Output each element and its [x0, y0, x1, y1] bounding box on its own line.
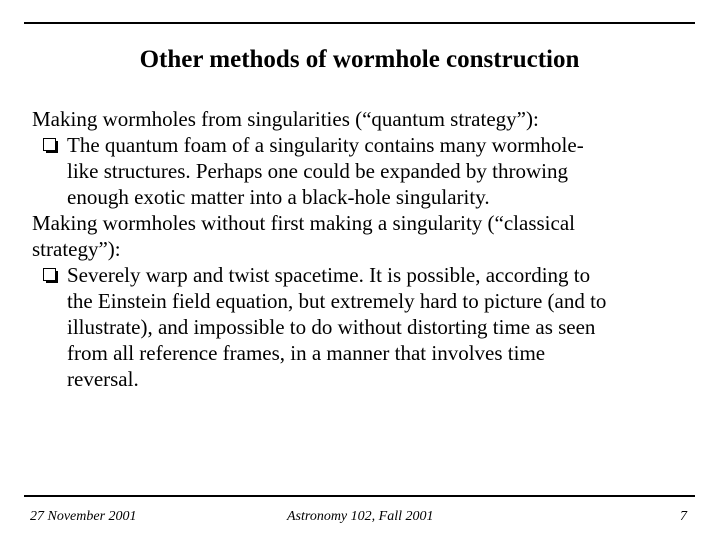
footer-date: 27 November 2001	[30, 509, 137, 524]
slide-body	[32, 106, 692, 392]
section2-bullet	[32, 262, 692, 392]
slide-title: Other methods of wormhole construction	[139, 46, 580, 73]
bullet-text-line: The quantum foam of a singularity contains many wormhole-	[67, 133, 584, 157]
bullet-text-line: the Einstein field equation, but extremely hard to picture (and to	[67, 289, 607, 313]
checkbox-bullet-icon	[43, 268, 56, 281]
section1-heading: Making wormholes from singularities (“quantum strategy”):	[32, 107, 539, 131]
bullet-text-line: enough exotic matter into a black-hole singularity.	[67, 185, 490, 209]
bottom-divider	[24, 495, 695, 497]
section2-heading-line: Making wormholes without first making a singularity (“classical	[32, 211, 575, 235]
bullet-text-line: illustrate), and impossible to do without distorting time as seen	[67, 315, 596, 339]
bullet-text-line: from all reference frames, in a manner that involves time	[67, 341, 546, 365]
bullet-text-line: like structures. Perhaps one could be expanded by throwing	[67, 159, 568, 183]
bullet-text-line: Severely warp and twist spacetime. It is possible, according to	[67, 263, 591, 287]
footer-course: Astronomy 102, Fall 2001	[287, 509, 434, 524]
top-divider	[24, 22, 695, 24]
checkbox-bullet-icon	[43, 138, 56, 151]
footer-page-number: 7	[680, 509, 687, 524]
bullet-text-line: reversal.	[67, 367, 139, 391]
section1-bullet	[32, 132, 692, 210]
section2-heading-line: strategy”):	[32, 237, 121, 261]
